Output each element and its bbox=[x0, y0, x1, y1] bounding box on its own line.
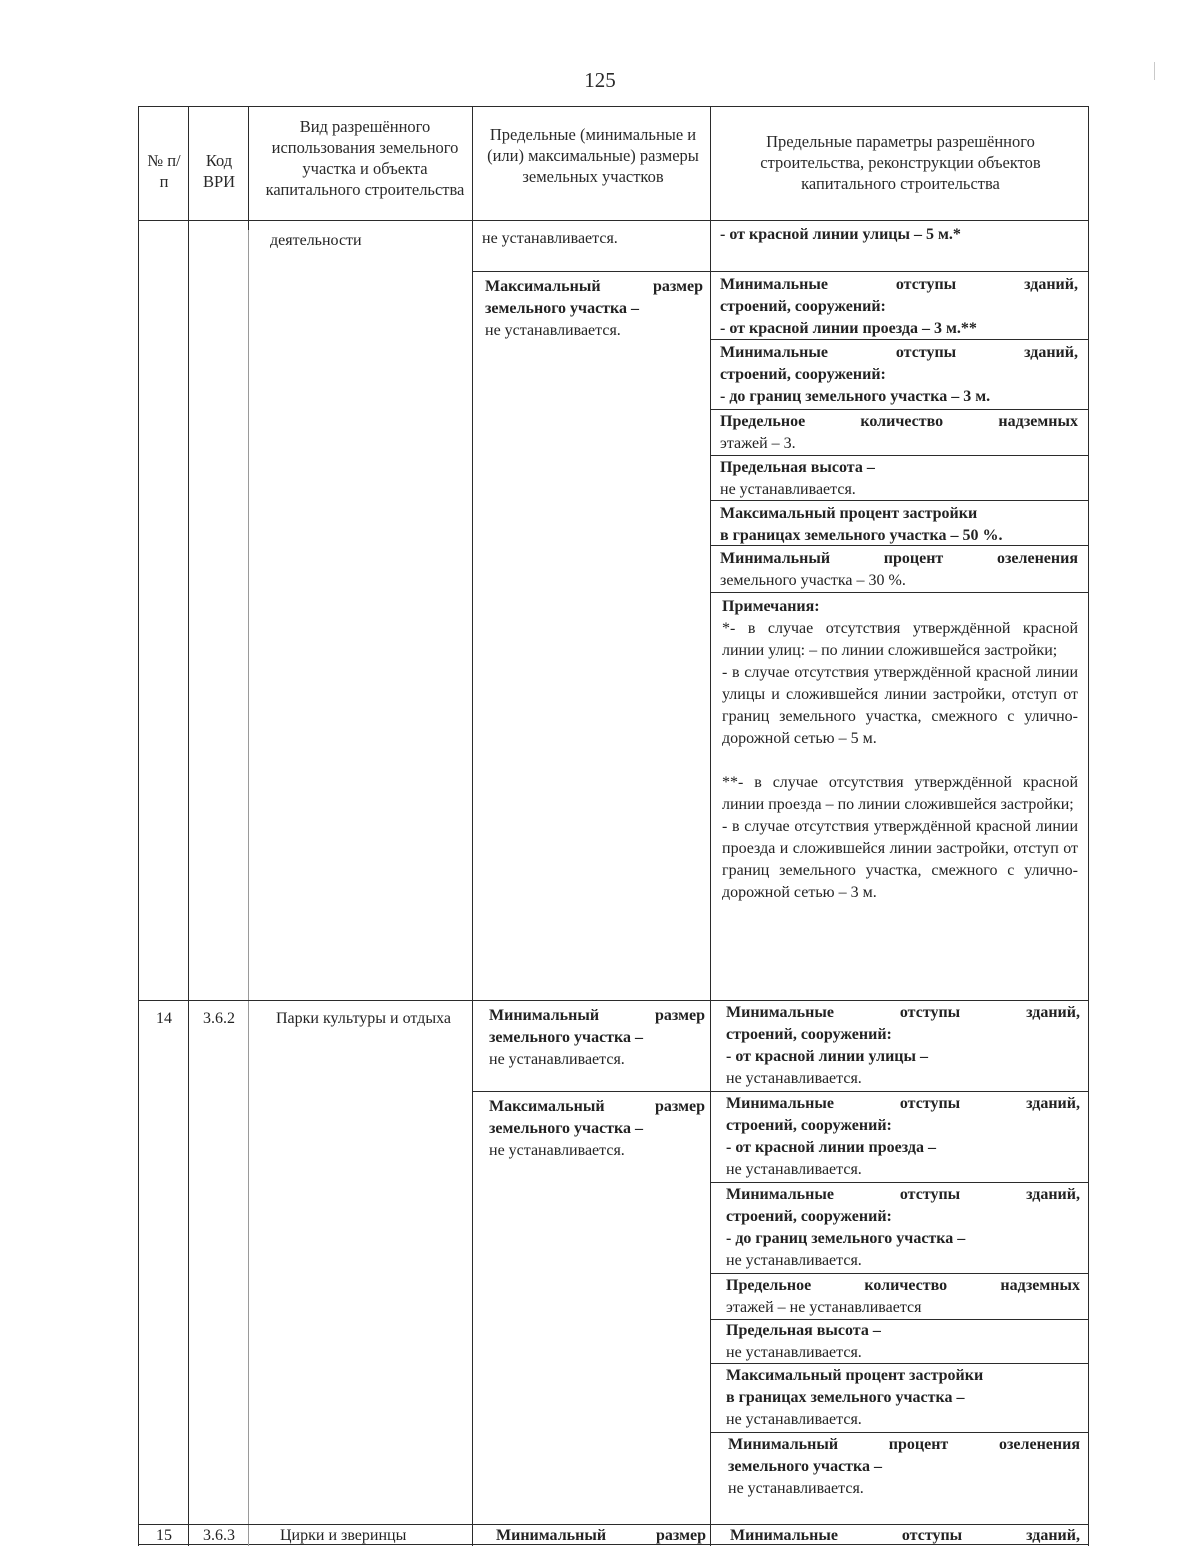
table-border-left bbox=[138, 106, 139, 1546]
row14-param-floors: Предельное количество надземных этажей – не устанавливается bbox=[726, 1277, 1080, 1316]
header-bottom-line bbox=[138, 220, 1088, 221]
row14-param-min-greening: Минимальный процент озеленения земельного участка – не устанавливается. bbox=[728, 1436, 1080, 1497]
params-divider bbox=[710, 409, 1088, 410]
header-code: Код ВРИ bbox=[202, 151, 236, 191]
params-divider bbox=[710, 455, 1088, 456]
page-number: 125 bbox=[584, 68, 616, 92]
cont-vri: деятельности bbox=[270, 232, 362, 249]
cont-size-max: Максимальный размер земельного участка – не устанавливается. bbox=[485, 278, 703, 339]
row15-code: 3.6.3 bbox=[203, 1527, 235, 1544]
row15-vri: Цирки и зверинцы bbox=[280, 1527, 407, 1544]
params-divider bbox=[710, 1273, 1088, 1274]
row14-vri: Парки культуры и отдыха bbox=[276, 1010, 451, 1027]
params-divider bbox=[710, 1091, 1088, 1092]
row14-param-red-line-street: Минимальные отступы зданий, строений, сооружений: - от красной линии улицы – не устанавливается. bbox=[726, 1004, 1080, 1087]
row15-num: 15 bbox=[156, 1527, 172, 1544]
regulations-table bbox=[138, 106, 1090, 1546]
cont-param-height: Предельная высота – не устанавливается. bbox=[720, 459, 875, 498]
size-divider-cont bbox=[472, 271, 710, 272]
cont-param-setback-drive: Минимальные отступы зданий, строений, сооружений: - от красной линии проезда – 3 м.** bbox=[720, 276, 1078, 337]
cont-param-floors: Предельное количество надземных этажей – 3. bbox=[720, 413, 1078, 452]
col-divider-size bbox=[710, 106, 711, 1546]
table-border-top bbox=[138, 106, 1088, 107]
header-num: № п/п bbox=[147, 151, 181, 191]
params-divider bbox=[710, 271, 1088, 272]
scan-mark bbox=[1154, 62, 1155, 80]
cont-notes: Примечания: *- в случае отсутствия утверждённой красной линии улиц: – по линии сложившейся застройки; - в случае отсутствия утверждённой красной линии улицы и сложившейся линии застройки, отступ от границ земельного участка, смежного с улично-дорожной сетью – 5 м. **- в случае отсутствия утверждённой красной линии проезда – по линии сложившейся застройки; - в случае отсутствия утверждённой красной линии проезда и сложившейся линии застройки, отступ от границ земельного участка, смежного с улично-дорожной сетью – 3 м. bbox=[722, 598, 1078, 901]
row15-size-min: Минимальный размер bbox=[496, 1527, 706, 1544]
row14-param-height: Предельная высота – не устанавливается. bbox=[726, 1322, 881, 1361]
row-divider-14 bbox=[138, 1000, 1088, 1001]
params-divider bbox=[710, 592, 1088, 593]
row14-param-boundary: Минимальные отступы зданий, строений, сооружений: - до границ земельного участка – не устанавливается. bbox=[726, 1186, 1080, 1269]
header-size: Предельные (минимальные и (или) максимальные) размеры земельных участков bbox=[487, 125, 699, 186]
row14-size-max: Максимальный размер земельного участка – не устанавливается. bbox=[489, 1098, 705, 1159]
row14-code: 3.6.2 bbox=[203, 1010, 235, 1027]
row14-param-red-line-drive: Минимальные отступы зданий, строений, сооружений: - от красной линии проезда – не устанавливается. bbox=[726, 1095, 1080, 1178]
params-divider bbox=[710, 1182, 1088, 1183]
cont-param-min-greening: Минимальный процент озеленения земельного участка – 30 %. bbox=[720, 550, 1078, 589]
col-divider-code bbox=[248, 106, 249, 230]
col-divider-num bbox=[188, 106, 189, 1546]
cont-param-max-coverage: Максимальный процент застройки в границах земельного участка – 50 %. bbox=[720, 505, 1003, 544]
row14-size-min: Минимальный размер земельного участка – не устанавливается. bbox=[489, 1007, 705, 1068]
cont-param-red-line-street: - от красной линии улицы – 5 м.* bbox=[720, 226, 961, 243]
header-params: Предельные параметры разрешённого строительства, реконструкции объектов капитального строительства bbox=[760, 132, 1041, 193]
size-divider-14 bbox=[472, 1091, 710, 1092]
table-border-right bbox=[1088, 106, 1089, 1546]
row14-num: 14 bbox=[156, 1010, 172, 1027]
row15-param-setback: Минимальные отступы зданий, bbox=[730, 1527, 1080, 1544]
col-divider-vri bbox=[472, 106, 473, 1546]
cont-size-top: не устанавливается. bbox=[482, 230, 618, 247]
col-divider-code-faint bbox=[248, 230, 249, 1546]
header-vri: Вид разрешённого использования земельного участка и объекта капитального строительства bbox=[265, 117, 465, 199]
row14-param-max-coverage: Максимальный процент застройки в границах земельного участка – не устанавливается. bbox=[726, 1367, 984, 1428]
cont-param-setback-boundary: Минимальные отступы зданий, строений, сооружений: - до границ земельного участка – 3 м. bbox=[720, 344, 1078, 405]
params-divider bbox=[710, 1432, 1088, 1433]
